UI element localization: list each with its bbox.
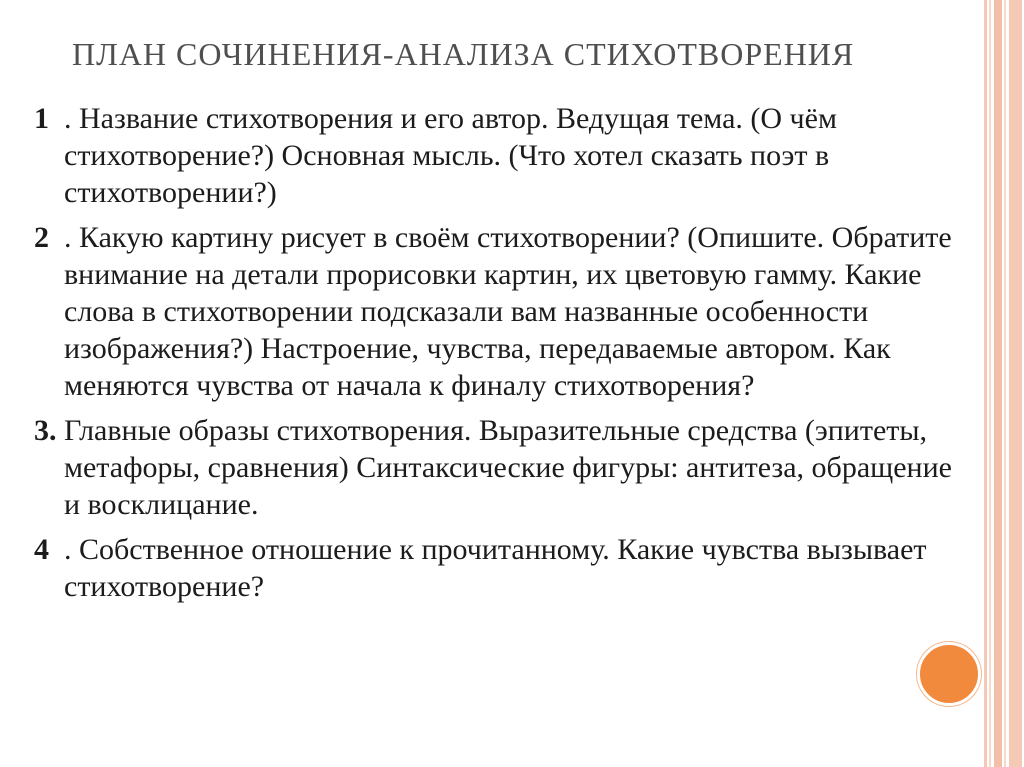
item-number: 2 (34, 221, 49, 254)
stripe (984, 0, 987, 767)
item-text: Главные образы стихотворения. Выразительные средства (эпитеты, метафоры, сравнения) Синтаксические фигуры: антитеза, обращение и восклицание. (64, 414, 952, 521)
plan-item-1 (34, 100, 974, 211)
decorative-stripes (984, 0, 1024, 767)
item-text: . Собственное отношение к прочитанному. Какие чувства вызывает стихотворение? (64, 533, 927, 603)
plan-item-3 (34, 412, 974, 523)
plan-item-2 (34, 219, 974, 404)
plan-item-4 (34, 531, 974, 605)
item-number: 4 (34, 533, 49, 566)
stripe (989, 0, 991, 767)
item-number: 1 (34, 102, 49, 135)
slide-title: ПЛАН СОЧИНЕНИЯ-АНАЛИЗА СТИХОТВОРЕНИЯ (72, 36, 855, 72)
plan-list (34, 100, 974, 613)
stripe (1009, 0, 1022, 767)
stripe (1004, 0, 1006, 767)
item-number: 3. (34, 414, 57, 447)
decorative-circle (917, 642, 981, 706)
item-text: . Какую картину рисует в своём стихотворении? (Опишите. Обратите внимание на детали прорисовки картин, их цветовую гамму. Какие слова в стихотворении подсказали вам названные особенности изображения?) Настроение, чувства, передаваемые автором. Как меняются чувства от начала к финалу стихотворения? (64, 221, 952, 402)
stripe (994, 0, 1002, 767)
item-text: . Название стихотворения и его автор. Ведущая тема. (О чём стихотворение?) Основная мысль. (Что хотел сказать поэт в стихотворении?) (64, 102, 837, 209)
